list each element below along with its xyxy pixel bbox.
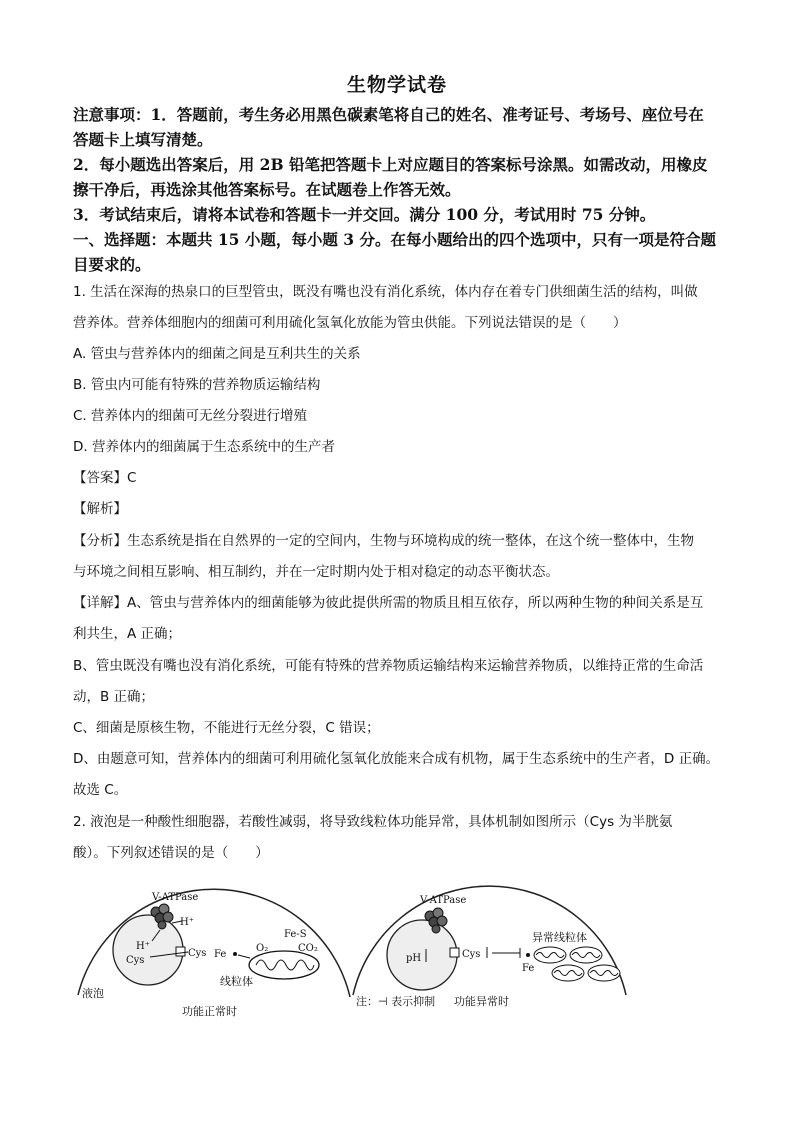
cys-out-label: Cys xyxy=(188,948,207,959)
hplus-out-label: H⁺ xyxy=(180,917,194,928)
q2-stem-line-1: 2. 液泡是一种酸性细胞器，若酸性减弱，将导致线粒体功能异常，具体机制如图所示（Cys 为半胱氨 xyxy=(73,814,673,830)
q1-detail-line-3: B、管虫既没有嘴也没有消化系统，可能有特殊的营养物质运输结构来运输营养物质，以维持正常的生命活 xyxy=(73,658,704,674)
q1-option-c: C. 营养体内的细菌可无丝分裂进行增殖 xyxy=(73,408,308,424)
fe-label-right: Fe xyxy=(522,963,535,974)
normal-function-panel xyxy=(78,889,350,1018)
q1-option-a: A. 管虫与营养体内的细菌之间是互利共生的关系 xyxy=(73,346,361,362)
mitochondrion-label: 线粒体 xyxy=(220,975,253,988)
page-title: 生物学试卷 xyxy=(346,74,447,96)
fe-dot-right xyxy=(526,953,530,957)
cys-label-right: Cys xyxy=(462,949,481,960)
mitochondrion-icon-left xyxy=(249,951,319,979)
abnormal-function-panel xyxy=(353,886,626,1008)
normal-caption: 功能正常时 xyxy=(182,1005,237,1018)
fe-label-left: Fe xyxy=(214,949,227,960)
o2-label: O₂ xyxy=(256,943,269,954)
q1-detail-line-2: 利共生，A 正确； xyxy=(73,626,182,642)
vacuole-right xyxy=(387,920,457,990)
vacuole-label: 液泡 xyxy=(82,987,104,1000)
q1-detail-line-7: 故选 C。 xyxy=(73,782,128,798)
q1-answer: 【答案】C xyxy=(73,470,137,486)
fes-label: Fe-S xyxy=(284,929,307,940)
notice-line-5: 3．考试结束后，请将本试卷和答题卡一并交回。满分 100 分，考试用时 75 分钟。 xyxy=(73,205,656,224)
q1-option-d: D. 营养体内的细菌属于生态系统中的生产者 xyxy=(73,439,335,455)
abnormal-caption: 功能异常时 xyxy=(454,995,509,1008)
notice-line-1: 注意事项：1．答题前，考生务必用黑色碳素笔将自己的姓名、准考证号、考场号、座位号在 xyxy=(73,105,704,124)
mechanism-figure xyxy=(70,885,730,1025)
v-atpase-label-right: V-ATPase xyxy=(420,895,467,906)
section-heading-line-2: 目要求的。 xyxy=(73,255,151,274)
q1-analysis-line-2: 与环境之间相互影响、相互制约，并在一定时期内处于相对稳定的动态平衡状态。 xyxy=(73,564,559,580)
abnormal-mitochondria-icon xyxy=(534,947,620,981)
cys-in-label: Cys xyxy=(126,955,145,966)
cys-transporter-left xyxy=(176,947,185,956)
section-heading-line-1: 一、选择题：本题共 15 小题，每小题 3 分。在每小题给出的四个选项中，只有一项是符合题 xyxy=(73,230,716,249)
v-atpase-label-left: V-ATPase xyxy=(152,892,199,903)
q1-detail-line-6: D、由题意可知，营养体内的细菌可利用硫化氢氧化放能来合成有机物，属于生态系统中的生产者，D 正确。 xyxy=(73,751,720,767)
q1-analysis-line-1: 【分析】生态系统是指在自然界的一定的空间内，生物与环境构成的统一整体，在这个统一整体中，生物 xyxy=(73,533,694,549)
q1-stem-line-2: 营养体。营养体细胞内的细菌可利用硫化氢氧化放能为管虫供能。下列说法错误的是（ ） xyxy=(73,315,627,331)
co2-label: CO₂ xyxy=(298,943,318,954)
notice-line-4: 擦干净后，再选涂其他答案标号。在试题卷上作答无效。 xyxy=(73,180,461,199)
inhibit-note: 注：⊣ 表示抑制 xyxy=(356,995,436,1008)
arrow-fe-mito xyxy=(238,955,250,958)
cys-transporter-right xyxy=(450,948,459,957)
abnormal-mito-label: 异常线粒体 xyxy=(532,931,587,944)
q1-detail-line-4: 动，B 正确； xyxy=(73,689,155,705)
mechanism-diagram xyxy=(70,885,730,1025)
fe-dot-left xyxy=(233,952,237,956)
hplus-in-label: H⁺ xyxy=(136,941,150,952)
ph-label: pH xyxy=(406,953,422,964)
q1-detail-line-1: 【详解】A、管虫与营养体内的细菌能够为彼此提供所需的物质且相互依存，所以两种生物的种间关系是互 xyxy=(73,595,704,611)
q2-stem-line-2: 酸）。下列叙述错误的是（ ） xyxy=(73,845,269,861)
notice-line-2: 答题卡上填写清楚。 xyxy=(73,130,213,149)
q1-detail-line-5: C、细菌是原核生物，不能进行无丝分裂，C 错误； xyxy=(73,720,380,736)
q1-jiexi-label: 【解析】 xyxy=(73,501,127,517)
q1-option-b: B. 管虫内可能有特殊的营养物质运输结构 xyxy=(73,377,321,393)
notice-line-3: 2．每小题选出答案后，用 2B 铅笔把答题卡上对应题目的答案标号涂黑。如需改动，用橡皮 xyxy=(73,155,708,174)
q1-stem-line-1: 1. 生活在深海的热泉口的巨型管虫，既没有嘴也没有消化系统，体内存在着专门供细菌生活的结构，叫做 xyxy=(73,284,698,300)
